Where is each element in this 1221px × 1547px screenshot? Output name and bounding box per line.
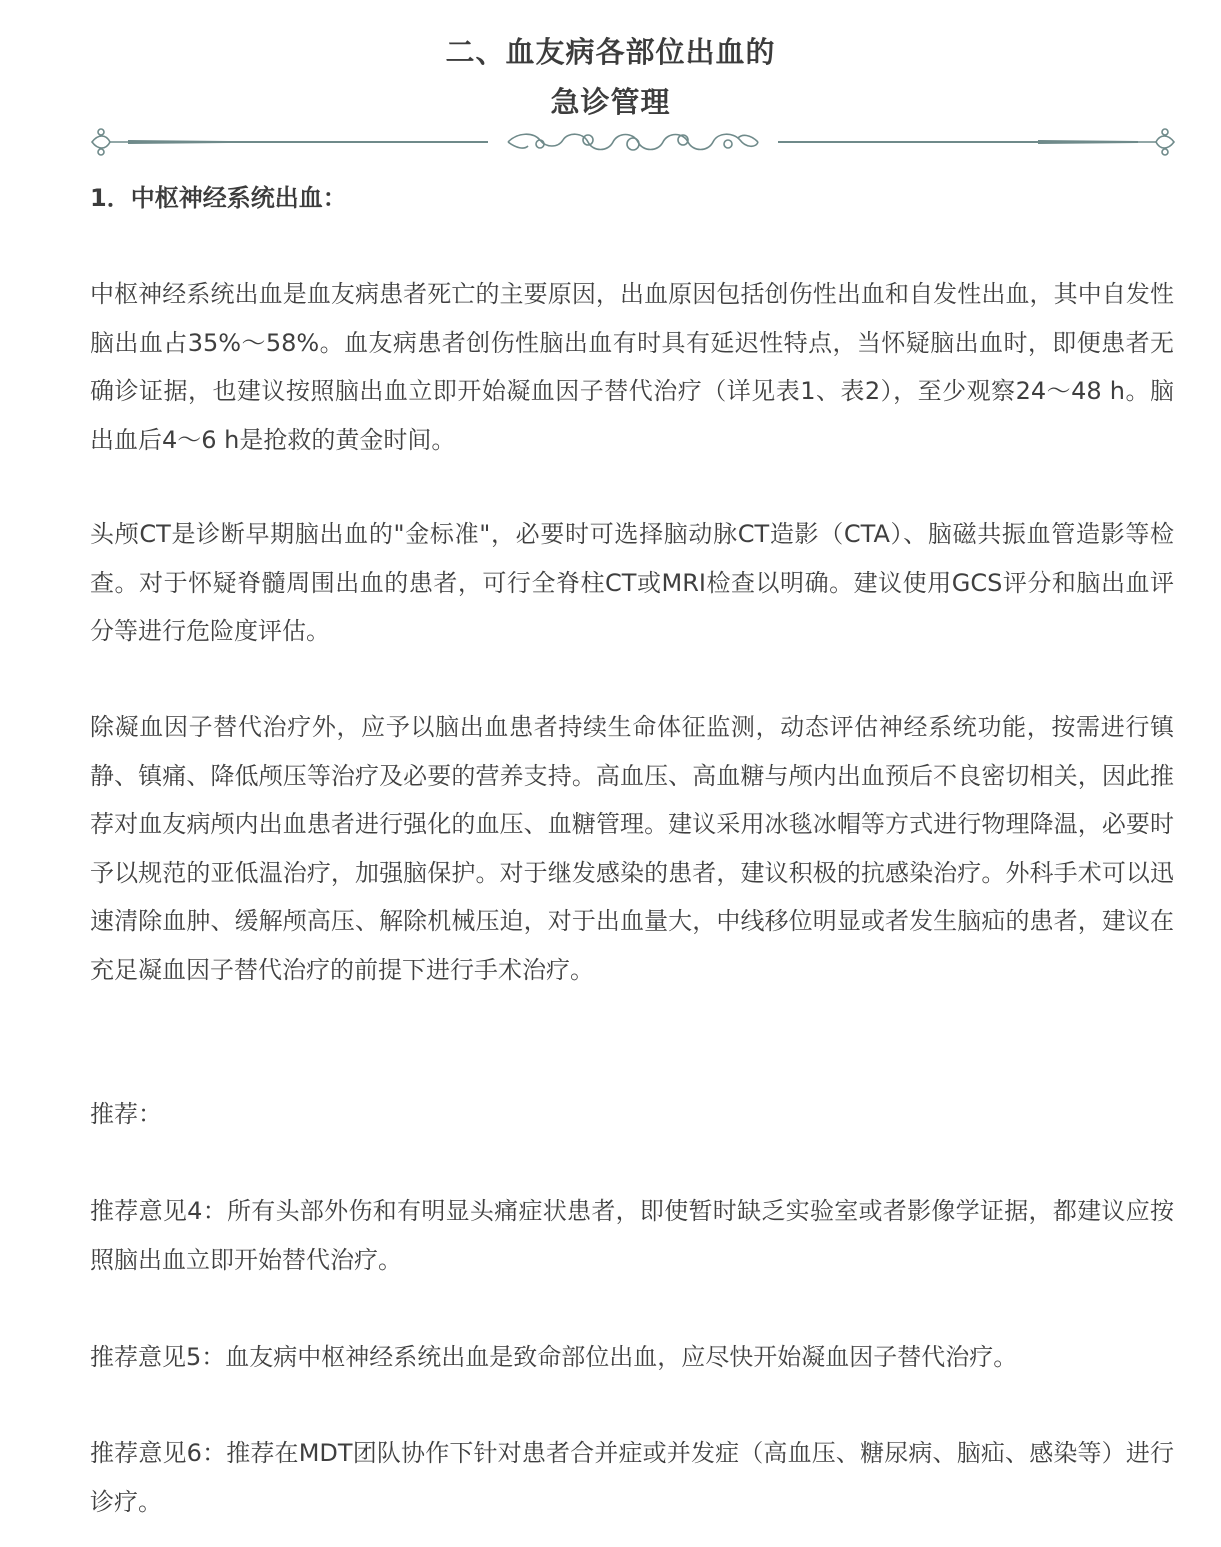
section-heading: 1．中枢神经系统出血： xyxy=(90,184,347,212)
paragraph-treatment: 除凝血因子替代治疗外，应予以脑出血患者持续生命体征监测，动态评估神经系统功能，按需进行镇静、镇痛、降低颅压等治疗及必要的营养支持。高血压、高血糖与颅内出血预后不良密切相关，因此推荐对血友病颅内出血患者进行强化的血压、血糖管理。建议采用冰毯冰帽等方式进行物理降温，必要时予以规范的亚低温治疗，加强脑保护。对于继发感染的患者，建议积极的抗感染治疗。外科手术可以迅速清除血肿、缓解颅高压、解除机械压迫，对于出血量大，中线移位明显或者发生脑疝的患者，建议在充足凝血因子替代治疗的前提下进行手术治疗。 xyxy=(90,713,1174,984)
recommendation-6: 推荐意见6：推荐在MDT团队协作下针对患者合并症或并发症（高血压、糖尿病、脑疝、感染等）进行诊疗。 xyxy=(90,1439,1174,1516)
ornamental-divider xyxy=(88,120,1178,164)
paragraph-cns-bleeding: 中枢神经系统出血是血友病患者死亡的主要原因，出血原因包括创伤性出血和自发性出血，其中自发性脑出血占35%～58%。血友病患者创伤性脑出血有时具有延迟性特点，当怀疑脑出血时，即便患者无确诊证据，也建议按照脑出血立即开始凝血因子替代治疗（详见表1、表2），至少观察24～48 h。脑出血后4～6 h是抢救的黄金时间。 xyxy=(90,280,1174,454)
page-title-line1: 二、血友病各部位出血的 xyxy=(445,35,776,69)
recommendation-4: 推荐意见4：所有头部外伤和有明显头痛症状患者，即使暂时缺乏实验室或者影像学证据，都建议应按照脑出血立即开始替代治疗。 xyxy=(90,1197,1174,1274)
paragraph-diagnosis: 头颅CT是诊断早期脑出血的"金标准"，必要时可选择脑动脉CT造影（CTA）、脑磁共振血管造影等检查。对于怀疑脊髓周围出血的患者，可行全脊柱CT或MRI检查以明确。建议使用GCS评分和脑出血评分等进行危险度评估。 xyxy=(90,520,1174,645)
left-flourish-icon xyxy=(92,129,128,155)
right-flourish-icon xyxy=(1138,129,1174,155)
recommendation-5: 推荐意见5：血友病中枢神经系统出血是致命部位出血，应尽快开始凝血因子替代治疗。 xyxy=(90,1343,1018,1371)
recommendation-label: 推荐： xyxy=(90,1100,162,1128)
page-title-line2: 急诊管理 xyxy=(550,85,671,119)
center-scroll-ornament-icon xyxy=(508,134,758,150)
